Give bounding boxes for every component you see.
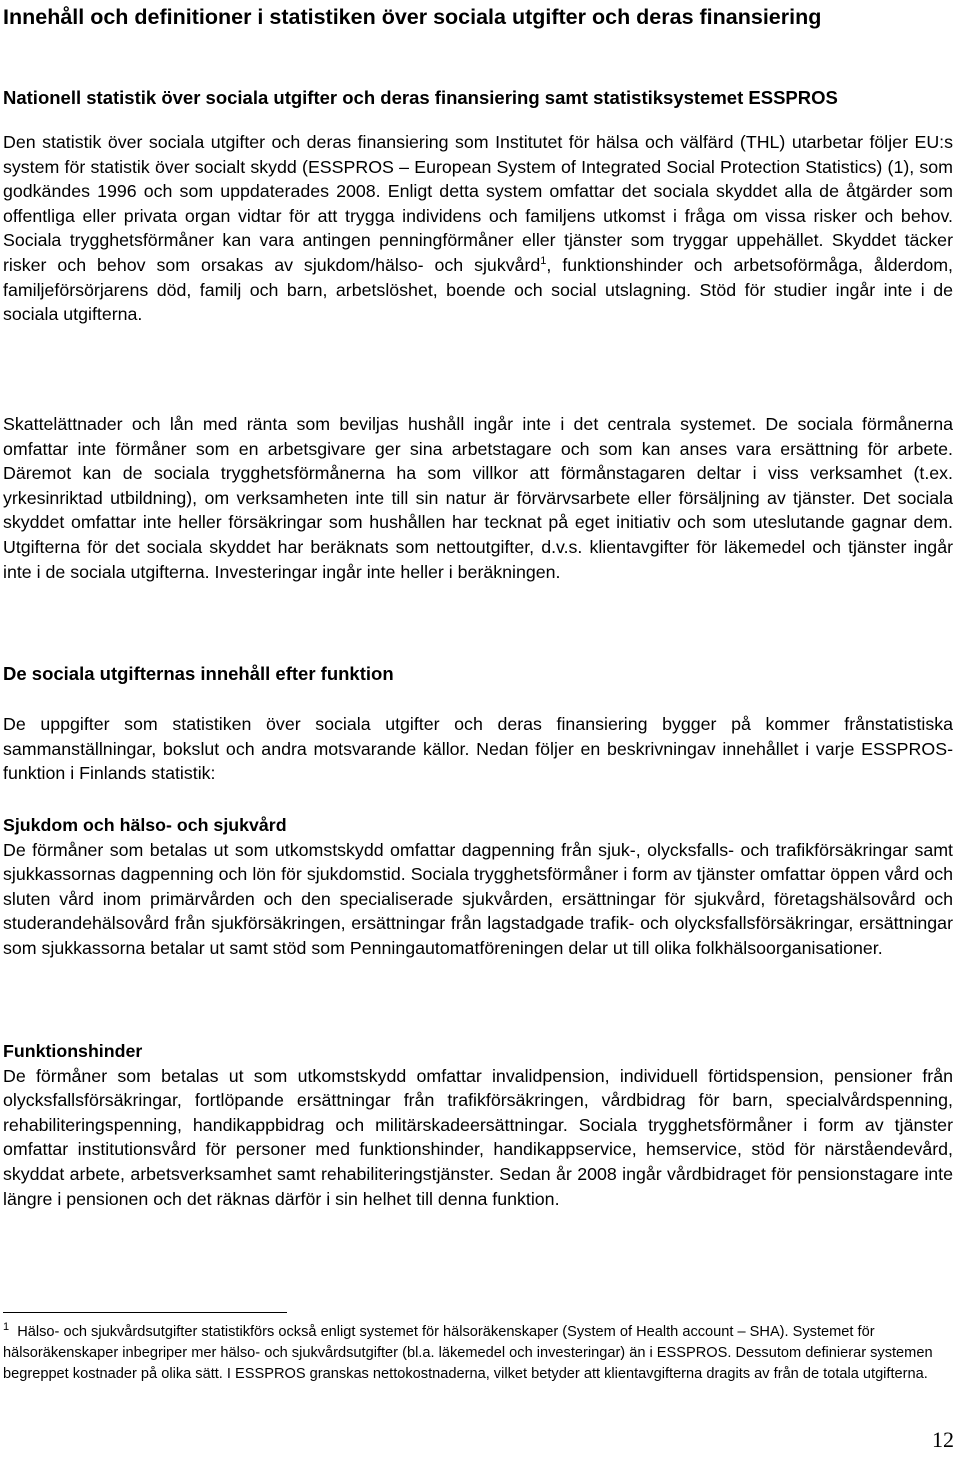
- subsection-sickness-text: De förmåner som betalas ut som utkomstskydd omfattar dagpenning från sjuk-, olycksfalls- och trafikförsäkringar samt sjukkassornas dagpenning och lön för sjukdomstid. Sociala trygghetsförmåner i form av tjänster omfattar öppen vård och sluten vård inom primärvården och den specialiserade sjukvården, ersättningar för sjukvård, företagshälsovård och studerandehälsovård från sjukförsäkringen, ersättningar från lagstadgade trafik- och olycksfallsförsäkringar, ersättningar som sjukkassorna betalar ut samt stöd som Penningautomatföreningen delar ut till olika folkhälsoorganisationer.: [3, 839, 953, 958]
- sub-title: Nationell statistik över sociala utgifter och deras finansiering samt statistiksystemet ESSPROS: [3, 87, 838, 108]
- footnote-reference: 1: [540, 255, 547, 268]
- subsection-sickness-heading: Sjukdom och hälso- och sjukvård: [3, 815, 287, 835]
- paragraph-exclusions: Skattelättnader och lån med ränta som beviljas hushåll ingår inte i det centrala systemet. De sociala förmånerna omfattar inte förmåner som en arbetsgivare ger sina arbetstagare och som kan anses vara ersättning för arbete. Däremot kan de sociala trygghetsförmånerna ha som villkor att förmånstagaren deltar i viss verksamhet (t.ex. yrkesinriktad utbildning), om verksamheten inte till sin natur är förvärvsarbete eller försäljning av tjänster. Det sociala skyddet omfattar inte heller försäkringar som hushållen har tecknat på eget initiativ och som uteslutande gagnar dem. Utgifterna för det sociala skyddet har beräknats som nettoutgifter, d.v.s. klientavgifter för läkemedel och tjänster ingår inte i de sociala utgifterna. Investeringar ingår inte heller i beräkningen.: [3, 414, 953, 582]
- subsection-disability-text: De förmåner som betalas ut som utkomstskydd omfattar invalidpension, individuell förtidspension, pensioner från olycksfallsförsäkringar, fortlöpande ersättningar från trafikförsäkringen, vårdbidrag för barn, specialvårdspenning, rehabiliteringspenning, handikappbidrag och militärskadeersättningar. Sociala trygghetsförmåner i form av tjänster omfattar institutionsvård för personer med funktionshinder, handikappservice, hemservice, stöd för närståendevård, skyddat arbete, arbetsverksamhet samt rehabiliteringstjänster. Sedan år 2008 ingår vårdbidraget för pensionstagare inte längre i pensionen och det räknas därför i sin helhet till denna funktion.: [3, 1065, 953, 1209]
- subsection-disability: [3, 1039, 953, 1211]
- footnote-marker: 1: [3, 1321, 10, 1334]
- paragraph-intro: [3, 130, 953, 327]
- page-number: 12: [932, 1427, 954, 1452]
- paragraph-intro-text-b: , funktionshinder och arbetsoförmåga, ålderdom, familjeförsörjarens död, familj och barn, arbetslöshet, boende och social utslagning. Stöd för studier ingår inte i de sociala utgifterna.: [3, 254, 953, 325]
- subsection-disability-heading: Funktionshinder: [3, 1041, 143, 1061]
- paragraph-sources: De uppgifter som statistiken över sociala utgifter och deras finansiering bygger på kommer frånstatistiska sammanställningar, bokslut och andra motsvarande källor. Nedan följer en beskrivningav innehållet i varje ESSPROS-funktion i Finlands statistik:: [3, 714, 953, 784]
- section-heading: De sociala utgifternas innehåll efter funktion: [3, 663, 394, 684]
- footnote-separator: [3, 1312, 287, 1313]
- subsection-sickness: [3, 813, 953, 961]
- footnote: [3, 1322, 953, 1386]
- footnote-text: Hälso- och sjukvårdsutgifter statistikförs också enligt systemet för hälsoräkenskaper (System of Health account – SHA). Systemet för hälsoräkenskaper inbegriper mer hälso- och sjukvårdsutgifter (bl.a. läkemedel och investeringar) än i ESSPROS. Dessutom definierar systemen begreppet kostnader på olika sätt. I ESSPROS granskas nettokostnaderna, vilket betyder att klientavgifterna dragits av från de totala utgifterna.: [3, 1324, 933, 1383]
- main-title: Innehåll och definitioner i statistiken över sociala utgifter och deras finansiering: [3, 5, 822, 29]
- paragraph-intro-text-a: Den statistik över sociala utgifter och deras finansiering som Institutet för hälsa och välfärd (THL) utarbetar följer EU:s system för statistik över socialt skydd (ESSPROS – European System of Integrated Social Protection Statistics) (1), som godkändes 1996 och som uppdaterades 2008. Enligt detta system omfattar det sociala skyddet alla de åtgärder som offentliga eller privata organ vidtar för att trygga individens och familjens utkomst i fråga om vissa risker och behov. Sociala trygghetsförmåner kan vara antingen penningförmåner eller tjänster som tryggar uppehället. Skyddet täcker risker och behov som orsakas av sjukdom/hälso- och sjukvård: [3, 132, 953, 275]
